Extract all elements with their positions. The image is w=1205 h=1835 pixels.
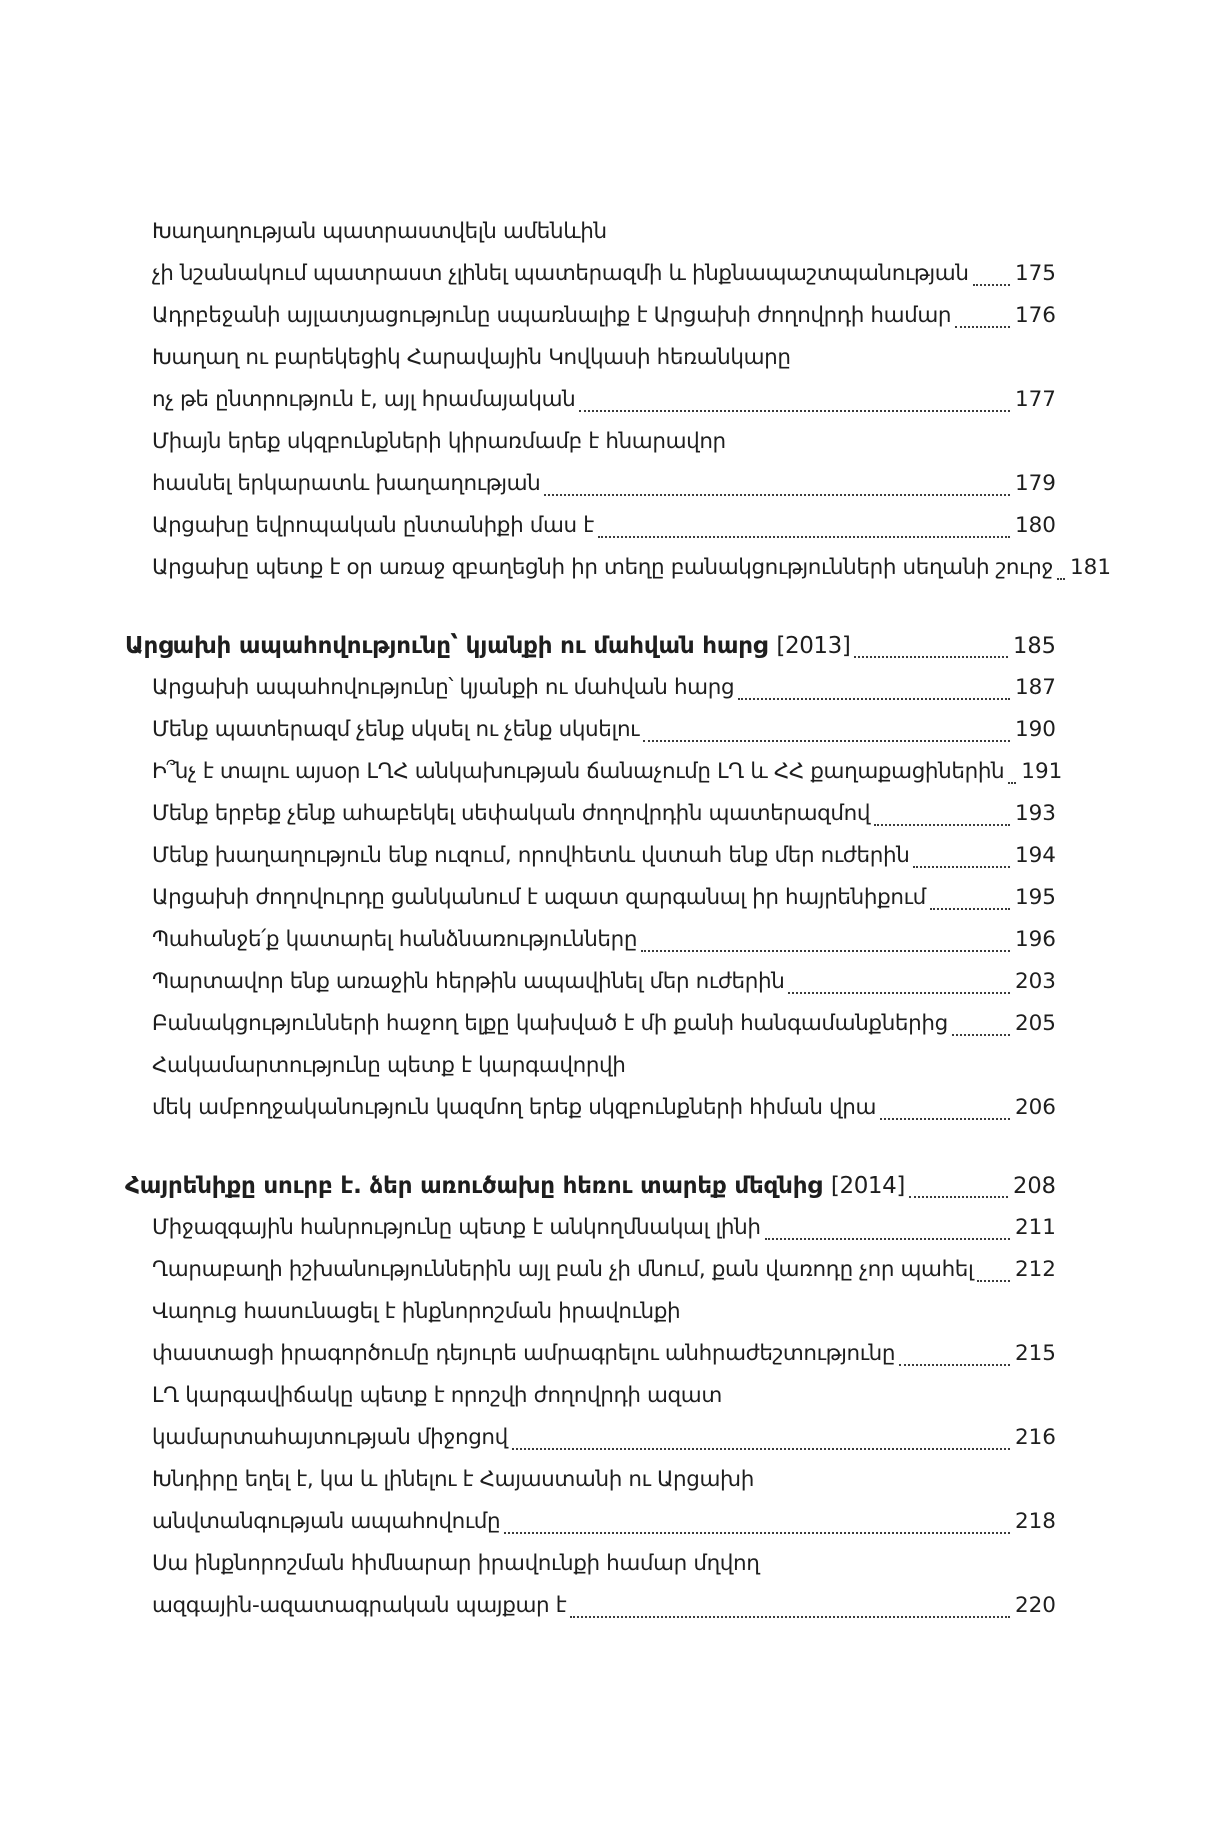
entry-title: Արցախը եվրոպական ընտանիքի մաս է xyxy=(152,513,594,538)
toc-entry xyxy=(125,1333,1056,1375)
page-number: 215 xyxy=(1014,1341,1056,1366)
entry-title: Պահանջե՛ք կատարել հանձնառությունները xyxy=(152,927,638,952)
dot-leader xyxy=(643,740,1010,742)
dot-leader xyxy=(598,536,1010,538)
toc-entry xyxy=(125,463,1056,505)
dot-leader xyxy=(1008,782,1016,784)
section-year: [2014] xyxy=(830,1173,905,1199)
entry-title: Խաղաղ ու բարեկեցիկ Հարավային Կովկասի հեռանկարը xyxy=(152,345,791,370)
entry-title: Ղարաբաղի իշխանություններին այլ բան չի մնում, քան վառոդը չոր պահել xyxy=(152,1257,974,1282)
dot-leader xyxy=(579,410,1010,412)
page-number: 194 xyxy=(1014,843,1056,868)
toc-entry xyxy=(125,505,1056,547)
section-title: Հայրենիքը սուրբ է. ձեր առուծախը հեռու տարեք մեզնից xyxy=(125,1173,822,1199)
toc-entry xyxy=(125,1003,1056,1045)
toc-entry xyxy=(125,547,1112,589)
entry-title: Պարտավոր ենք առաջին հերթին ապավինել մեր ուժերին xyxy=(152,969,785,994)
dot-leader xyxy=(977,1280,1009,1282)
entry-title: Խաղաղության պատրաստվելն ամենևին xyxy=(152,219,607,244)
page-number: 193 xyxy=(1014,801,1056,826)
entry-title: Արցախի ապահովությունը՝ կյանքի ու մահվան հարց xyxy=(152,675,735,700)
toc-entry xyxy=(125,1291,1056,1333)
entry-title: Հակամարտությունը պետք է կարգավորվի xyxy=(152,1053,626,1078)
dot-leader xyxy=(544,494,1010,496)
page-number: 181 xyxy=(1069,555,1112,580)
dot-leader xyxy=(955,326,1010,328)
toc-entry xyxy=(125,961,1056,1003)
entry-title: Միջազգային հանրությունը պետք է անկողմնակալ լինի xyxy=(152,1215,761,1240)
page-number: 195 xyxy=(1014,885,1056,910)
dot-leader xyxy=(880,1118,1010,1120)
dot-leader xyxy=(738,698,1010,700)
entry-title: հասնել երկարատև խաղաղության xyxy=(152,471,541,496)
entry-title: Միայն երեք սկզբունքների կիրառմամբ է հնարավոր xyxy=(152,429,726,454)
toc-entry xyxy=(125,379,1056,421)
page-number: 175 xyxy=(1014,261,1056,286)
page-number: 176 xyxy=(1014,303,1056,328)
dot-leader xyxy=(1057,578,1065,580)
toc-entry xyxy=(125,1087,1056,1129)
entry-title: մեկ ամբողջականություն կազմող երեք սկզբունքների հիման վրա xyxy=(152,1095,877,1120)
toc-entry xyxy=(125,1417,1056,1459)
entry-title: ազգային-ազատագրական պայքար է xyxy=(152,1593,567,1618)
dot-leader xyxy=(952,1034,1010,1036)
entry-title: ԼՂ կարգավիճակը պետք է որոշվի ժողովրդի ազատ xyxy=(152,1383,722,1408)
page-number: 203 xyxy=(1014,969,1056,994)
dot-leader xyxy=(765,1238,1010,1240)
page-number: 185 xyxy=(1013,633,1056,659)
toc-entry xyxy=(125,1249,1056,1291)
toc-entry xyxy=(125,295,1056,337)
entry-title: անվտանգության ապահովումը xyxy=(152,1509,501,1534)
dot-leader xyxy=(788,992,1009,994)
toc-entry xyxy=(125,835,1056,877)
toc-entry xyxy=(125,337,1056,379)
toc-entry xyxy=(125,709,1056,751)
dot-leader xyxy=(641,950,1010,952)
toc-entry xyxy=(125,793,1056,835)
toc-entry xyxy=(125,877,1056,919)
entry-title: Խնդիրը եղել է, կա և լինելու է Հայաստանի ու Արցախի xyxy=(152,1467,754,1492)
entry-title: ոչ թե ընտրություն է, այլ հրամայական xyxy=(152,387,576,412)
page-number: 196 xyxy=(1014,927,1056,952)
dot-leader xyxy=(874,824,1010,826)
toc-entry xyxy=(125,253,1056,295)
toc-entry xyxy=(125,211,1056,253)
page-number: 212 xyxy=(1014,1257,1056,1282)
page-number: 180 xyxy=(1014,513,1056,538)
dot-leader xyxy=(913,866,1010,868)
dot-leader xyxy=(973,284,1010,286)
page-number: 190 xyxy=(1014,717,1056,742)
entry-title: կամարտահայտության միջոցով xyxy=(152,1425,508,1450)
toc-entry xyxy=(125,1375,1056,1417)
page-number: 216 xyxy=(1014,1425,1056,1450)
toc-entry xyxy=(125,667,1056,709)
entry-title: չի նշանակում պատրաստ չլինել պատերազմի և ինքնապաշտպանության xyxy=(152,261,969,286)
toc-entry xyxy=(125,751,1063,793)
page-number: 205 xyxy=(1014,1011,1056,1036)
entry-title: Արցախը պետք է օր առաջ զբաղեցնի իր տեղը բանակցությունների սեղանի շուրջ xyxy=(152,555,1053,580)
dot-leader xyxy=(899,1364,1010,1366)
dot-leader xyxy=(570,1616,1010,1618)
page-number: 220 xyxy=(1014,1593,1056,1618)
entry-title: Վաղուց հասունացել է ինքնորոշման իրավունքի xyxy=(152,1299,681,1324)
entry-title: Սա ինքնորոշման հիմնարար իրավունքի համար մղվող xyxy=(152,1551,760,1576)
entry-title: փաստացի իրագործումը դեյուրե ամրագրելու անհրաժեշտությունը xyxy=(152,1341,896,1366)
toc-entry xyxy=(125,1045,1056,1087)
page-number: 191 xyxy=(1021,759,1063,784)
dot-leader xyxy=(504,1532,1010,1534)
toc-entry xyxy=(125,919,1056,961)
entry-title: Մենք խաղաղություն ենք ուզում, որովհետև վստահ ենք մեր ուժերին xyxy=(152,843,910,868)
toc-section-heading xyxy=(125,1165,1056,1207)
section-title: Արցախի ապահովությունը՝ կյանքի ու մահվան հարց xyxy=(125,633,768,659)
page-number: 179 xyxy=(1014,471,1056,496)
dot-leader xyxy=(930,908,1010,910)
toc-entry xyxy=(125,1207,1056,1249)
entry-title: Բանակցությունների հաջող ելքը կախված է մի քանի հանգամանքներից xyxy=(152,1011,948,1036)
entry-title: Ադրբեջանի այլատյացությունը սպառնալիք է Արցախի ժողովրդի համար xyxy=(152,303,952,328)
table-of-contents xyxy=(125,211,1112,1627)
section-year: [2013] xyxy=(776,633,851,659)
entry-title: Մենք երբեք չենք ահաբեկել սեփական ժողովրդին պատերազմով xyxy=(152,801,871,826)
entry-title: Մենք պատերազմ չենք սկսել ու չենք սկսելու xyxy=(152,717,640,742)
page-number: 211 xyxy=(1014,1215,1056,1240)
dot-leader xyxy=(909,1196,1008,1198)
toc-entry xyxy=(125,1543,1056,1585)
page-number: 208 xyxy=(1013,1173,1056,1199)
page-number: 206 xyxy=(1014,1095,1056,1120)
page-number: 187 xyxy=(1014,675,1056,700)
toc-entry xyxy=(125,1459,1056,1501)
entry-title: Ի՞նչ է տալու այսօր ԼՂՀ անկախության ճանաչումը ԼՂ և ՀՀ քաղաքացիներին xyxy=(152,759,1005,784)
dot-leader xyxy=(512,1448,1010,1450)
page-number: 177 xyxy=(1014,387,1056,412)
toc-entry xyxy=(125,1501,1056,1543)
page-number: 218 xyxy=(1014,1509,1056,1534)
toc-section-heading xyxy=(125,625,1056,667)
entry-title: Արցախի ժողովուրդը ցանկանում է ազատ զարգանալ իր հայրենիքում xyxy=(152,885,926,910)
dot-leader xyxy=(854,656,1008,658)
toc-entry xyxy=(125,421,1056,463)
toc-entry xyxy=(125,1585,1056,1627)
